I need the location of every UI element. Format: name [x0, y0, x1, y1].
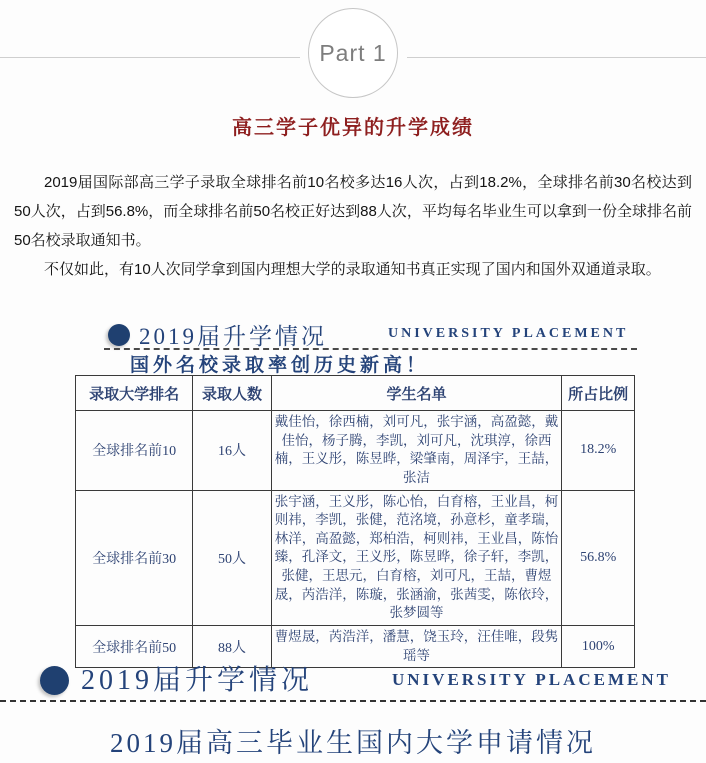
- rank-cell: 全球排名前10: [76, 411, 193, 491]
- section1-title-zh: 2019届升学情况: [139, 324, 327, 349]
- ratio-cell: 56.8%: [562, 490, 635, 625]
- section2-title-zh: 2019届升学情况: [81, 665, 314, 696]
- section1-title-en: UNIVERSITY PLACEMENT: [388, 326, 629, 341]
- divider-line-left: [0, 57, 300, 58]
- header-count: 录取人数: [193, 376, 271, 411]
- page-title: 高三学子优异的升学成绩: [232, 117, 474, 139]
- header-rank: 录取大学排名: [76, 376, 193, 411]
- table-header-row: [76, 376, 635, 411]
- paragraph-2: 不仅如此，有10人次同学拿到国内理想大学的录取通知书真正实现了国内和国外双通道录取。: [44, 261, 661, 278]
- placement-table: [75, 375, 635, 668]
- paragraph-1: 2019届国际部高三学子录取全球排名前10名校多达16人次，占到18.2%，全球排名前30名校达到50人次，占到56.8%，而全球排名前50名校正好达到88人次，平均每名毕业生可以拿到一份全球排名前50名校录取通知书。: [14, 174, 692, 249]
- ratio-cell: 18.2%: [562, 411, 635, 491]
- count-cell: 50人: [193, 490, 271, 625]
- names-cell: 戴佳怡，徐西楠，刘可凡，张宇涵，高盈懿，戴佳怡，杨子腾，李凯，刘可凡，沈琪淳，徐西楠，王义彤，陈昱晔，梁肇南，周泽宇，王喆，张洁: [271, 411, 562, 491]
- header-ratio: 所占比例: [562, 376, 635, 411]
- section1-subtitle: 国外名校录取率创历史新高！: [130, 355, 430, 376]
- bottom-section-title: 2019届高三毕业生国内大学申请情况: [110, 728, 596, 758]
- body-text: [14, 168, 692, 284]
- names-cell: 张宇涵，王义彤，陈心怡，白育榕，王业昌，柯则祎，李凯，张健，范洺境，孙意杉，童孝瑞，林洋，高盈懿，郑柏浩，柯则祎，王业昌，陈怡臻，孔泽文，王义彤，陈昱晔，徐子轩，李凯，张健，王思元，白育榕，刘可凡，王喆，曹煜晟，芮浩洋，陈璇，张涵渝，张茜雯，陈依玲，张梦圆等: [271, 490, 562, 625]
- rank-cell: 全球排名前50: [76, 625, 193, 667]
- bullet-dot-icon: [108, 324, 130, 346]
- rank-cell: 全球排名前30: [76, 490, 193, 625]
- part-label: Part 1: [319, 39, 387, 66]
- header-names: 学生名单: [271, 376, 562, 411]
- divider-line-right: [407, 57, 706, 58]
- table-row: [76, 411, 635, 491]
- ratio-cell: 100%: [562, 625, 635, 667]
- section2-dashed-divider: [0, 700, 706, 702]
- section2-title-en: UNIVERSITY PLACEMENT: [392, 670, 671, 689]
- table-row: [76, 490, 635, 625]
- part-divider: [0, 8, 706, 100]
- count-cell: 88人: [193, 625, 271, 667]
- bullet-dot-icon: [40, 666, 69, 695]
- part-badge: [308, 8, 398, 98]
- count-cell: 16人: [193, 411, 271, 491]
- names-cell: 曹煜晟，芮浩洋，潘慧，饶玉玲，汪佳唯，段隽瑶等: [271, 625, 562, 667]
